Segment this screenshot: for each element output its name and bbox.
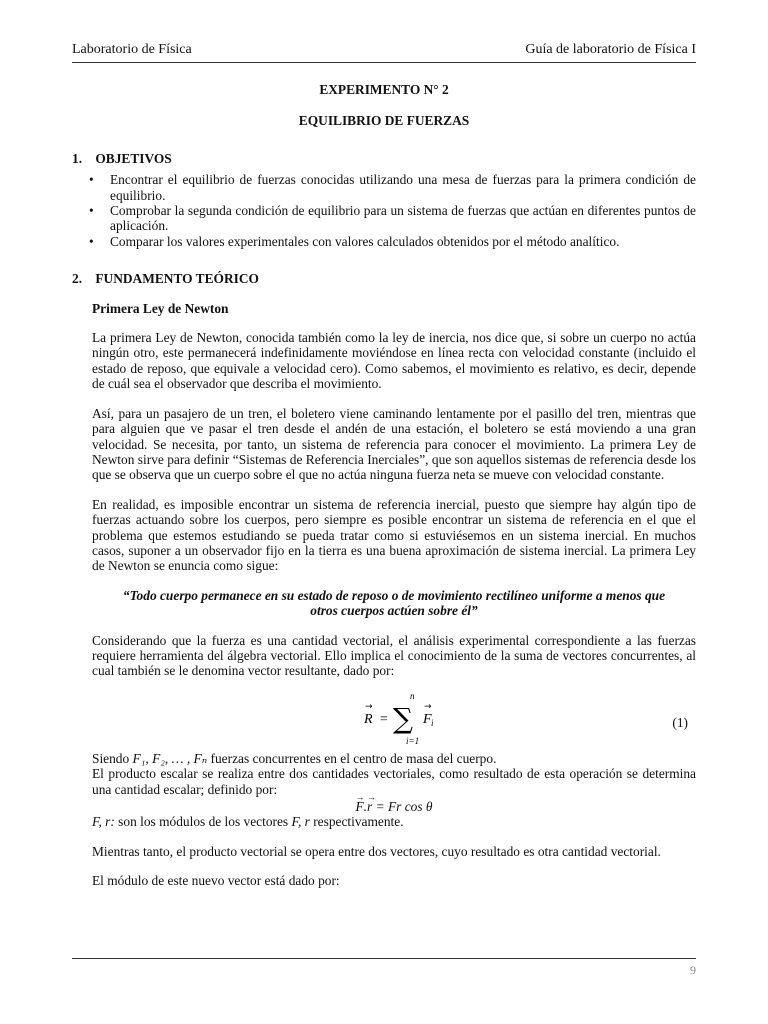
- section-fundamento-heading: [72, 271, 696, 286]
- forces-definition: [92, 751, 696, 766]
- paragraph: La primera Ley de Newton, conocida también como la ley de inercia, nos dice que, si sobre un cuerpo no actúa ningún otro, este permanecerá indefinidamente moviéndose en línea recta con velocidad constante (incluido el estado de reposo, que equivale a velocidad cero). Como sabemos, el movimiento es relativo, es decir, depende de cuál sea el observador que describa el movimiento.: [92, 330, 696, 392]
- document-body: [72, 82, 696, 889]
- paragraph: Así, para un pasajero de un tren, el boletero viene caminando lentamente por el pasillo del tren, mientras que para alguien que ve pasar el tren desde el andén de una estación, el boletero se está moviendo a una gran velocidad. Se necesita, por tanto, un sistema de referencia para conocer el movimiento. La primera Ley de Newton sirve para definir “Sistemas de Referencia Inerciales”, que son aquellos sistemas de referencia desde los que se observa que un cuerpo sobre el que no actúa ninguna fuerza neta se mueve con velocidad constante.: [92, 405, 696, 483]
- section-number: 1.: [72, 150, 83, 166]
- vector-r: → r: [367, 799, 372, 814]
- paragraph: El producto escalar se realiza entre dos cantidades vectoriales, como resultado de esta operación se determina una cantidad escalar; definido por:: [92, 766, 696, 797]
- page-header: [72, 42, 696, 58]
- page-number: 9: [690, 963, 696, 977]
- list-item: • Encontrar el equilibrio de fuerzas conocidas utilizando una mesa de fuerzas para la primera condición de equilibrio.: [110, 172, 696, 203]
- experiment-title: EXPERIMENTO N° 2: [319, 82, 449, 97]
- modules-definition: [92, 814, 696, 829]
- header-right-title: Guía de laboratorio de Física I: [525, 42, 696, 57]
- section-number: 2.: [72, 271, 83, 287]
- objectives-list: [72, 172, 696, 249]
- header-divider: [72, 62, 696, 63]
- siendo-prefix: Siendo: [92, 750, 133, 766]
- scalar-product-rhs: = Fr cos θ: [372, 799, 433, 814]
- resultant-sum-formula: [360, 687, 440, 751]
- equation-number: (1): [672, 714, 688, 730]
- force-symbol: F: [423, 711, 432, 727]
- section-fundamento-body: [92, 301, 696, 889]
- modules-prefix: F, r:: [92, 814, 115, 830]
- siendo-suffix: fuerzas concurrentes en el centro de masa del cuerpo.: [207, 750, 497, 766]
- section-title: FUNDAMENTO TEÓRICO: [95, 271, 259, 287]
- dot-operator: .: [363, 799, 368, 814]
- paragraph: El módulo de este nuevo vector está dado por:: [92, 873, 340, 889]
- sum-lower-limit: i=1: [406, 735, 420, 746]
- equation-scalar-product: [92, 799, 696, 814]
- equals-sign: =: [379, 711, 389, 727]
- newton-law-quote: “Todo cuerpo permanece en su estado de reposo o de movimiento rectilíneo uniforme a menos que otros cuerpos actúen sobre él”: [122, 587, 666, 619]
- list-item: • Comprobar la segunda condición de equilibrio para un sistema de fuerzas que actúan en diferentes puntos de aplicación.: [110, 203, 696, 234]
- force-subscript: i: [431, 717, 434, 728]
- section-title: OBJETIVOS: [95, 150, 172, 166]
- header-left-title: Laboratorio de Física: [72, 42, 192, 57]
- vector-f: → F: [355, 799, 363, 814]
- vector-arrow-icon: →: [424, 701, 432, 712]
- sum-upper-limit: n: [410, 690, 415, 701]
- list-item: • Comparar los valores experimentales con valores calculados obtenidos por el método analítico.: [110, 234, 696, 249]
- vector-arrow-icon: →: [365, 701, 373, 712]
- resultant-symbol: R: [364, 711, 373, 727]
- experiment-subtitle: EQUILIBRIO DE FUERZAS: [298, 113, 470, 129]
- modules-suffix: respectivamente.: [309, 814, 404, 830]
- footer-divider: [72, 958, 696, 959]
- force-vectors-list: F₁, F₂, … , Fₙ: [132, 750, 208, 766]
- paragraph: Considerando que la fuerza es una cantidad vectorial, el análisis experimental correspondiente a las fuerzas requiere herramienta del álgebra vectorial. Ello implica el conocimiento de la suma de vectores concurrentes, al cual también se le denomina vector resultante, dado por:: [92, 632, 696, 679]
- modules-middle: son los módulos de los vectores: [114, 814, 292, 830]
- modules-vectors: F, r: [291, 814, 310, 830]
- summation-icon: ∑: [393, 701, 413, 735]
- equation-resultant-vector: [92, 687, 696, 751]
- paragraph: En realidad, es imposible encontrar un sistema de referencia inercial, puesto que siempre hay algún tipo de fuerzas actuando sobre los cuerpos, pero siempre es posible encontrar un sistema de referencia en el que el problema que estemos estudiando se pueda tratar como si estuviésemos en un sistema inercial. En muchos casos, suponer a un observador fijo en la tierra es una buena aproximación de sistema inercial. La primera Ley de Newton se enuncia como sigue:: [92, 496, 696, 574]
- subheading-primera-ley: Primera Ley de Newton: [92, 300, 229, 316]
- paragraph: Mientras tanto, el producto vectorial se opera entre dos vectores, cuyo resultado es otra cantidad vectorial.: [92, 843, 661, 859]
- section-objetivos-heading: [72, 151, 696, 166]
